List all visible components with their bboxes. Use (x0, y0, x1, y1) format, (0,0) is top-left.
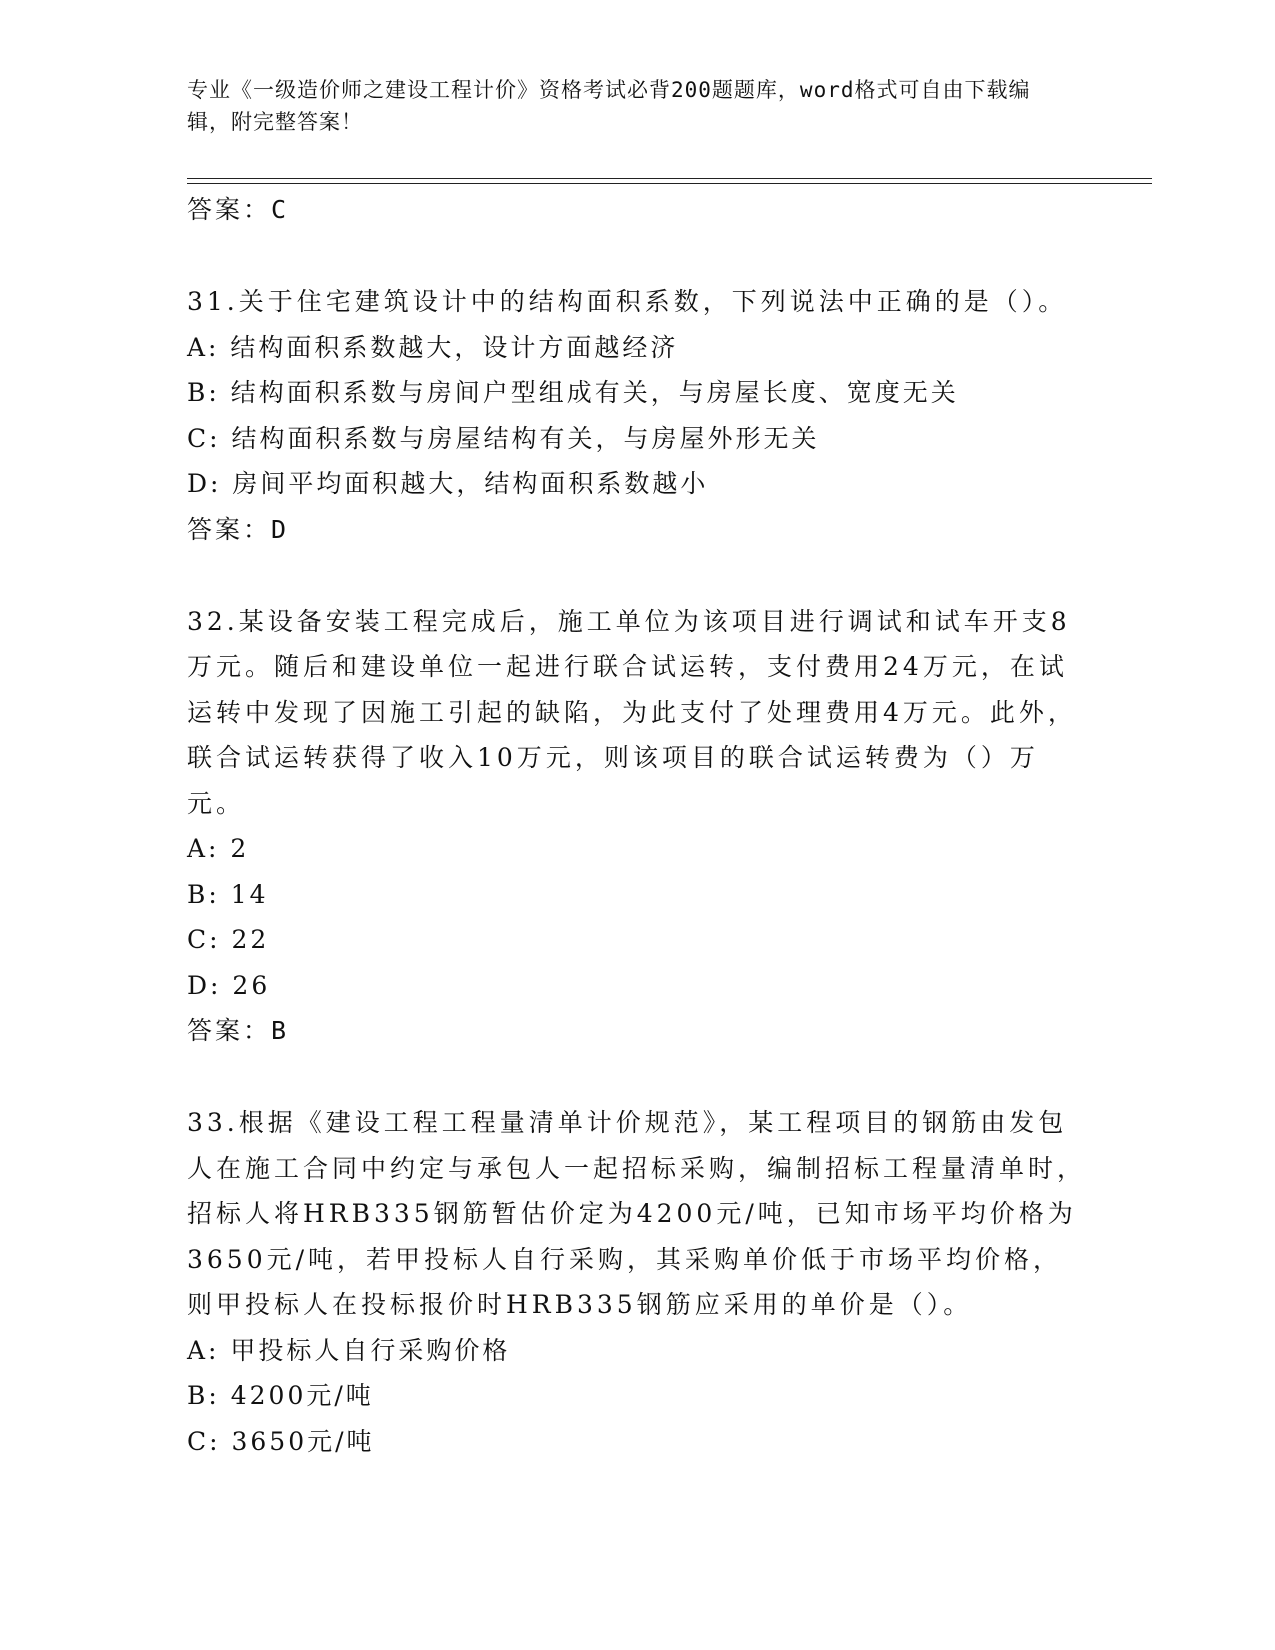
question-32-text: 32.某设备安装工程完成后，施工单位为该项目进行调试和试车开支8万元。随后和建设单位一起进行联合试运转，支付费用24万元，在试运转中发现了因施工引起的缺陷，为此支付了处理费用4万元。此外，联合试运转获得了收入10万元，则该项目的联合试运转费为（）万元。 (187, 606, 1077, 818)
question-33 (187, 1100, 1087, 1464)
question-31 (187, 279, 1087, 553)
header-divider-bottom (187, 183, 1152, 184)
question-32-option-a: A: 2 (187, 834, 250, 863)
question-31-text: 31.关于住宅建筑设计中的结构面积系数，下列说法中正确的是（）。 (187, 287, 1068, 316)
question-32 (187, 599, 1087, 1055)
answer-30: 答案：C (187, 195, 290, 224)
question-31-option-d: D: 房间平均面积越大，结构面积系数越小 (187, 469, 709, 498)
question-32-answer: 答案：B (187, 1016, 290, 1045)
question-33-option-b: B: 4200元/吨 (187, 1381, 374, 1410)
question-32-option-b: B: 14 (187, 879, 269, 909)
question-31-answer: 答案：D (187, 514, 290, 544)
question-33-option-a: A: 甲投标人自行采购价格 (187, 1335, 511, 1365)
document-header: 专业《一级造价师之建设工程计价》资格考试必背200题题库，word格式可自由下载编辑，附完整答案！ (187, 78, 1031, 134)
question-31-option-a: A: 结构面积系数越大，设计方面越经济 (187, 332, 679, 362)
question-32-option-d: D: 26 (187, 970, 271, 1000)
question-list (187, 187, 1087, 1464)
question-31-option-b: B: 结构面积系数与房间户型组成有关，与房屋长度、宽度无关 (187, 378, 959, 407)
question-32-option-c: C: 22 (187, 925, 270, 954)
header-divider-top (187, 178, 1152, 179)
question-31-option-c: C: 结构面积系数与房屋结构有关，与房屋外形无关 (187, 423, 820, 453)
question-33-text: 33.根据《建设工程工程量清单计价规范》，某工程项目的钢筋由发包人在施工合同中约定与承包人一起招标采购，编制招标工程量清单时，招标人将HRB335钢筋暂估价定为4200元/吨，已知市场平均价格为3650元/吨，若甲投标人自行采购，其采购单价低于市场平均价格，则甲投标人在投标报价时HRB335钢筋应采用的单价是（）。 (187, 1108, 1087, 1319)
question-33-option-c: C: 3650元/吨 (187, 1426, 375, 1456)
